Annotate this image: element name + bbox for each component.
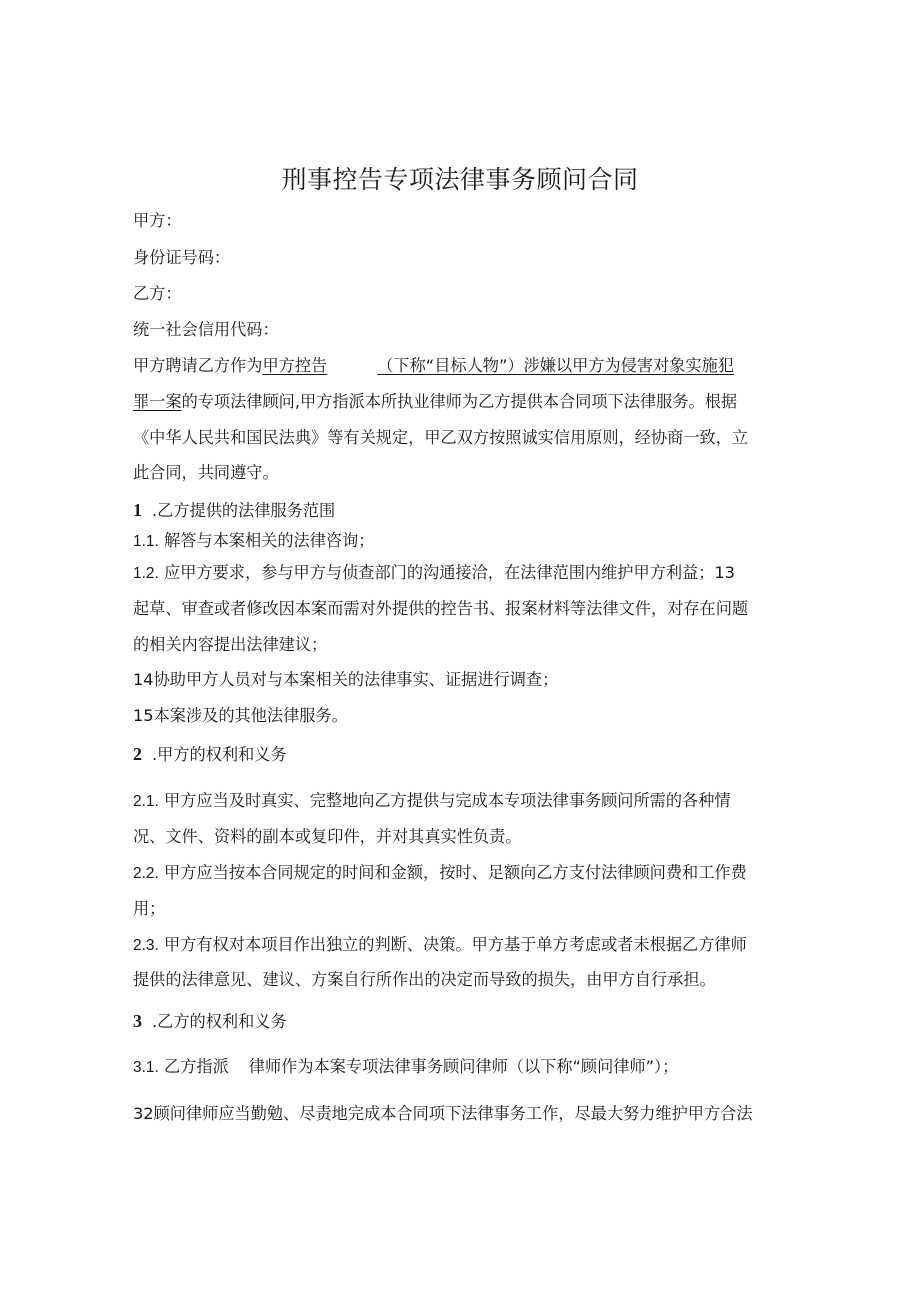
document-title: 刑事控告专项法律事务顾问合同	[281, 165, 639, 194]
section-number: 1	[133, 500, 142, 520]
party-b-label: 乙方：	[133, 284, 182, 303]
clause-number: 2.3.	[133, 937, 159, 954]
clause-text: 甲方应当及时真实、完整地向乙方提供与完成本专项法律事务顾问所需的各种情	[164, 791, 731, 810]
section-number: 2	[133, 744, 142, 764]
section-title: .乙方提供的法律服务范围	[152, 501, 336, 520]
intro-text: 甲方聘请乙方作为	[133, 356, 263, 375]
clause-2-2-line-2: 用；	[133, 899, 166, 918]
clause-text: 甲方应当按本合同规定的时间和金额，按时、足额向乙方支付法律顾问费和工作费	[164, 863, 747, 882]
clause-2-1	[133, 791, 788, 812]
clause-1-4: 14协助甲方人员对与本案相关的法律事实、证据进行调查；	[133, 670, 559, 689]
clause-text: 乙方指派	[164, 1057, 229, 1076]
section-3-heading	[133, 1011, 788, 1032]
clause-1-5: 15本案涉及的其他法律服务。	[133, 706, 348, 725]
party-a-label: 甲方：	[133, 211, 182, 230]
clause-text: 解答与本案相关的法律咨询；	[164, 531, 375, 550]
section-1-heading	[133, 500, 788, 521]
intro-text: 的专项法律顾问,甲方指派本所执业律师为乙方提供本合同项下法律服务。根据	[181, 392, 738, 411]
section-number: 3	[133, 1011, 142, 1031]
clause-number: 1.1.	[133, 533, 159, 550]
intro-underlined-case: 罪一案	[133, 392, 182, 411]
clause-number: 2.1.	[133, 793, 159, 810]
clause-1-3-line-2: 起草、审查或者修改因本案而需对外提供的控告书、报案材料等法律文件，对存在问题	[133, 599, 749, 618]
clause-1-1	[133, 531, 788, 552]
clause-1-3-line-3: 的相关内容提出法律建议；	[133, 635, 328, 654]
credit-code-label: 统一社会信用代码：	[133, 320, 279, 339]
section-title: .乙方的权利和义务	[152, 1012, 287, 1031]
clause-3-1	[133, 1057, 788, 1078]
intro-line-3: 《中华人民共和国民法典》等有关规定，甲乙双方按照诚实信用原则，经协商一致，立	[133, 428, 749, 447]
clause-3-2: 32顾问律师应当勤勉、尽责地完成本合同项下法律事务工作，尽最大努力维护甲方合法	[133, 1104, 753, 1123]
clause-text: 甲方有权对本项目作出独立的判断、决策。甲方基于单方考虑或者未根据乙方律师	[164, 935, 747, 954]
section-title: .甲方的权利和义务	[152, 745, 287, 764]
section-2-heading	[133, 744, 788, 765]
clause-number: 3.1.	[133, 1059, 159, 1076]
clause-2-3-line-2: 提供的法律意见、建议、方案自行所作出的决定而导致的损失，由甲方自行承担。	[133, 970, 716, 989]
clause-number: 1.2.	[133, 565, 159, 582]
clause-2-2	[133, 863, 788, 884]
clause-number: 2.2.	[133, 865, 159, 882]
clause-text: 应甲方要求，参与甲方与侦查部门的沟通接洽，在法律范围内维护甲方利益；13	[164, 563, 735, 582]
intro-line-4: 此合同，共同遵守。	[133, 463, 279, 482]
id-number-label: 身份证号码：	[133, 248, 231, 267]
intro-underlined-accused: 甲方控告 （下称“目标人物”）涉嫌以甲方为侵害对象实施犯	[262, 356, 734, 375]
clause-1-2	[133, 563, 788, 584]
clause-2-3	[133, 935, 788, 956]
clause-2-1-line-2: 况、文件、资料的副本或复印件，并对其真实性负责。	[133, 827, 522, 846]
intro-line-1	[133, 356, 788, 376]
intro-line-2	[133, 392, 788, 412]
clause-text: 律师作为本案专项法律事务顾问律师（以下称“顾问律师”）；	[248, 1057, 679, 1076]
